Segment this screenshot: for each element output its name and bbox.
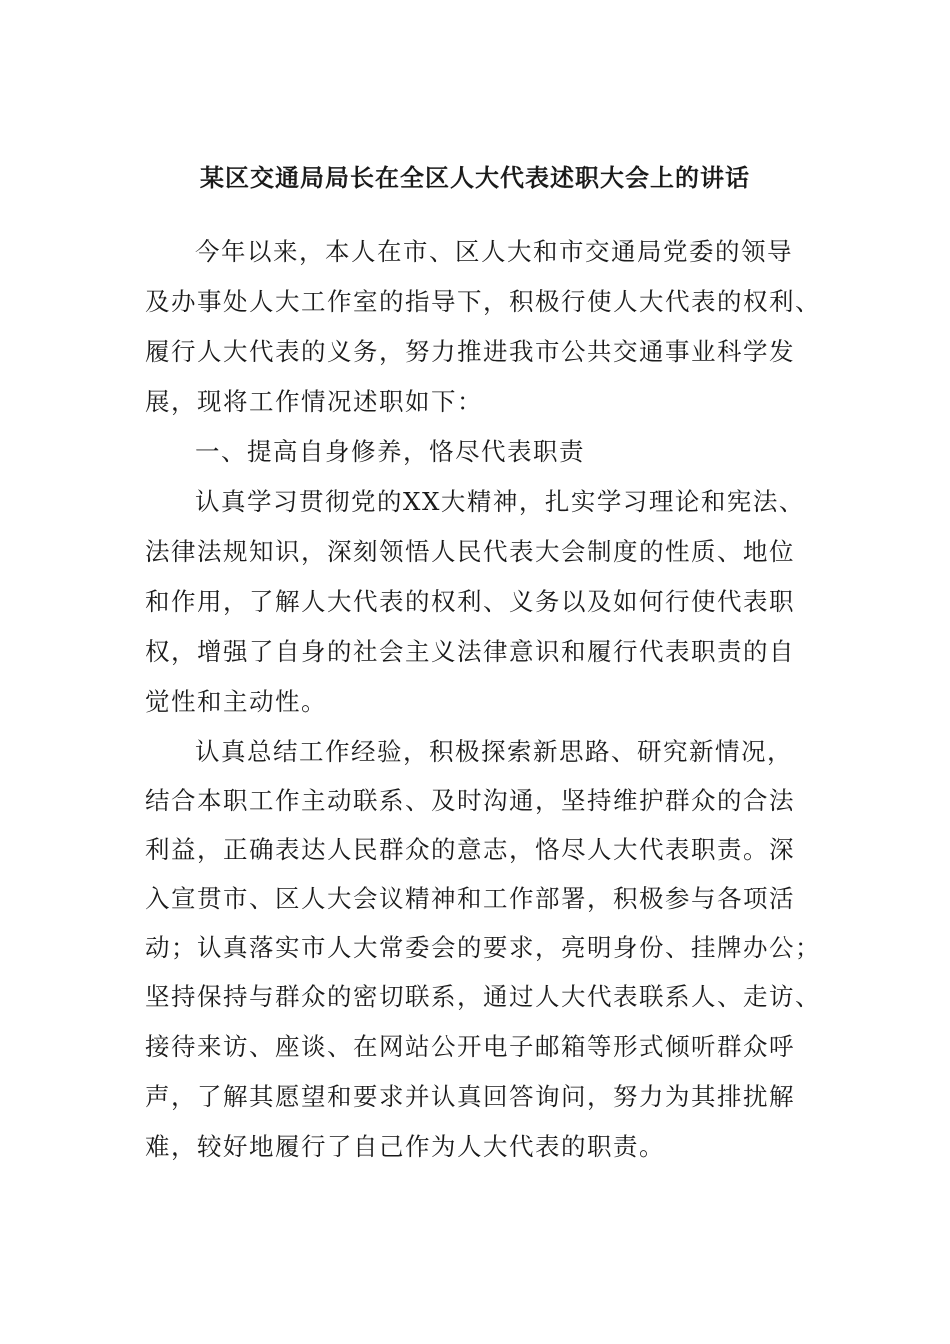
paragraph-line: 及办事处人大工作室的指导下，积极行使人大代表的权利、 xyxy=(145,287,821,316)
paragraph-line: 和作用，了解人大代表的权利、义务以及如何行使代表职 xyxy=(145,587,795,616)
section-heading: 一、提高自身修养，恪尽代表职责 xyxy=(195,437,585,466)
paragraph-line: 展，现将工作情况述职如下： xyxy=(145,387,483,416)
paragraph-line: 今年以来，本人在市、区人大和市交通局党委的领导 xyxy=(195,237,793,266)
paragraph-line: 权，增强了自身的社会主义法律意识和履行代表职责的自 xyxy=(145,637,795,666)
paragraph-line: 接待来访、座谈、在网站公开电子邮箱等形式倾听群众呼 xyxy=(145,1032,795,1061)
paragraph-line: 履行人大代表的义务，努力推进我市公共交通事业科学发 xyxy=(145,337,795,366)
paragraph-line: 难，较好地履行了自己作为人大代表的职责。 xyxy=(145,1132,665,1161)
paragraph-line: 坚持保持与群众的密切联系，通过人大代表联系人、走访、 xyxy=(145,982,821,1011)
paragraph-line: 觉性和主动性。 xyxy=(145,687,327,716)
paragraph-line: 认真总结工作经验，积极探索新思路、研究新情况， xyxy=(195,737,793,766)
paragraph-line: 认真学习贯彻党的XX大精神，扎实学习理论和宪法、 xyxy=(195,487,805,516)
paragraph-line: 结合本职工作主动联系、及时沟通，坚持维护群众的合法 xyxy=(145,786,795,815)
paragraph-line: 动；认真落实市人大常委会的要求，亮明身份、挂牌办公； xyxy=(145,933,821,962)
paragraph-line: 法律法规知识，深刻领悟人民代表大会制度的性质、地位 xyxy=(145,537,795,566)
document-title: 某区交通局局长在全区人大代表述职大会上的讲话 xyxy=(200,163,750,192)
paragraph-line: 声，了解其愿望和要求并认真回答询问，努力为其排扰解 xyxy=(145,1082,795,1111)
paragraph-line: 利益，正确表达人民群众的意志，恪尽人大代表职责。深 xyxy=(145,835,795,864)
paragraph-line: 入宣贯市、区人大会议精神和工作部署，积极参与各项活 xyxy=(145,884,795,913)
